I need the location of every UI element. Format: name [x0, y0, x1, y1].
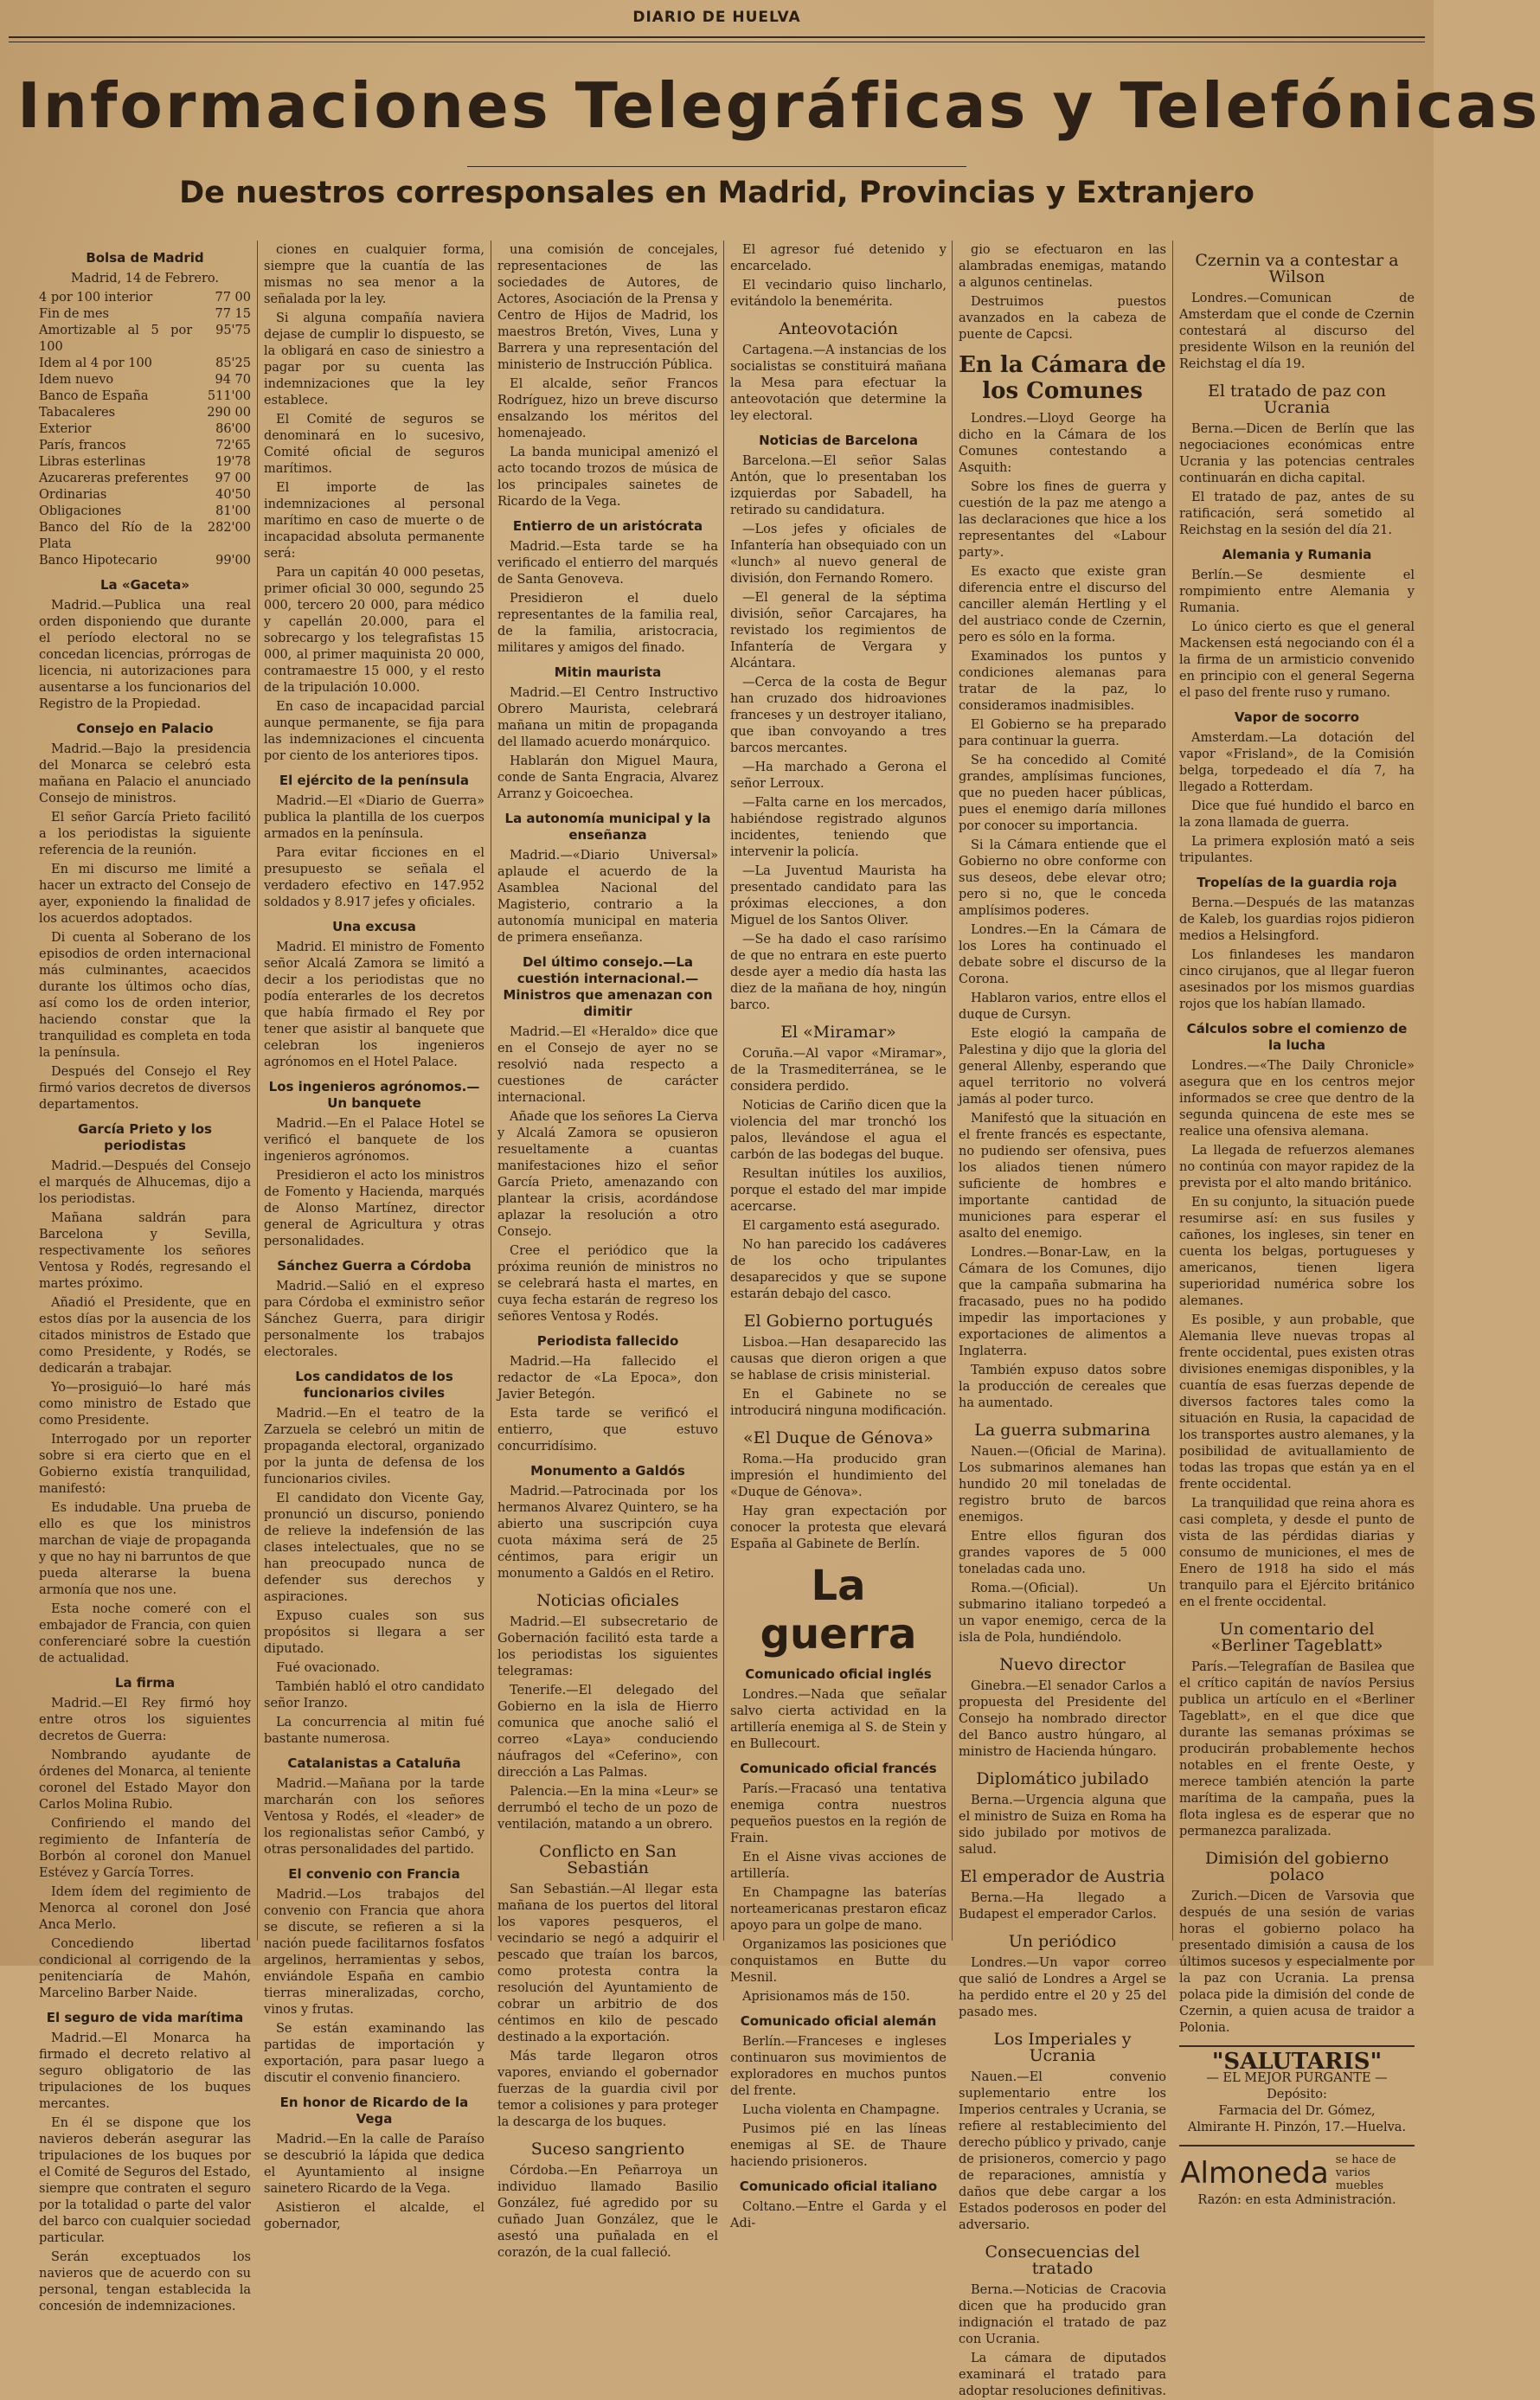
paragraph: Este elogió la campaña de Palestina y dijo que la gloria del general Allenby, esperando que aquel territorio no volverá jamás al poder turco.	[959, 1027, 1166, 1107]
stock-row	[39, 323, 251, 356]
stock-list	[39, 290, 251, 569]
paragraph: París.—Telegrafían de Basilea que el crítico capitán de navíos Persius publica un artículo en el «Berliner Tageblatt», en el que dice que durante las semanas próximas se producirán probablemente hechos notables en el frente Oeste, y merece también atención la parte marítima de la campaña, pues la flota inglesa es de esperar que no permanezca paralizada.	[1179, 1660, 1415, 1839]
paragraph: El candidato don Vicente Gay, pronunció un discurso, poniendo de relieve la indefensión de las clases intelectuales, que no se han preocupado nunca de defender sus derechos y aspiraciones.	[264, 1492, 484, 1604]
paragraph: —Ha marchado a Gerona el señor Lerroux.	[730, 760, 946, 791]
stock-name: 4 por 100 interior	[39, 291, 153, 305]
paragraph: —El general de la séptima división, señor Carcajares, ha revistado los regimientos de Infantería de Vergara y Alcántara.	[730, 591, 946, 671]
paragraph: Madrid.—Salió en el expreso para Córdoba el exministro señor Sánchez Guerra, para dirigir personalmente los trabajos electorales.	[264, 1280, 484, 1359]
paragraph: Entre ellos figuran dos grandes vapores de 5 000 toneladas cada uno.	[959, 1530, 1166, 1576]
column-3	[497, 242, 718, 2260]
stock-row	[39, 553, 251, 569]
stock-row	[39, 487, 251, 504]
paragraph: La cámara de diputados examinará el tratado para adoptar resoluciones definitivas.	[959, 2352, 1166, 2398]
stock-name: Azucareras preferentes	[39, 472, 189, 485]
paragraph: Palencia.—En la mina «Leur» se derrumbó el techo de un pozo de ventilación, matando a un obrero.	[497, 1785, 718, 1832]
paragraph: Di cuenta al Soberano de los episodios de orden internacional más culminantes, acaecidos durante los últimos ocho días, así como los de orden interior, haciendo constar que la tranquilidad es completa en toda la península.	[39, 931, 251, 1060]
stock-row	[39, 356, 251, 372]
stock-row	[39, 504, 251, 520]
paragraph: San Sebastián.—Al llegar esta mañana de los puertos del litoral los vapores pesqueros, el vecindario se negó a adquirir el pescado que traían los barcos, como protesta contra la resolución del Ayuntamiento de cobrar un arbitrio de dos céntimos en kilo de pescado destinado a la exportación.	[497, 1883, 718, 2044]
stock-value: 77 00	[215, 291, 251, 305]
paragraph: Amsterdam.—La dotación del vapor «Frisland», de la Comisión belga, torpedeado el día 7, ha llegado a Rotterdam.	[1179, 731, 1415, 794]
paragraph: Madrid.—En el Palace Hotel se verificó el banquete de los ingenieros agrónomos.	[264, 1117, 484, 1164]
paragraph: Yo—prosiguió—lo haré más como ministro de Estado que como Presidente.	[39, 1381, 251, 1428]
paragraph: Berna.—Noticias de Cracovia dicen que ha producido gran indignación el tratado de paz con Ucrania.	[959, 2283, 1166, 2346]
stock-value: 511'00	[207, 389, 251, 403]
paragraph: Lisboa.—Han desaparecido las causas que dieron origen a que se hablase de crisis ministerial.	[730, 1336, 946, 1383]
almoneda-side-text: se hace de varios muebles	[1335, 2153, 1396, 2192]
section-title-periodico: Un periódico	[1008, 1932, 1117, 1951]
section-title-suceso: Suceso sangriento	[530, 2140, 685, 2159]
paragraph: París.—Fracasó una tentativa enemiga contra nuestros pequeños puestos en la región de Frain.	[730, 1782, 946, 1845]
paragraph: Madrid.—Publica una real orden disponiendo que durante el período electoral no se concedan licencias, prórrogas de licencia, ni autorizaciones para ausentarse a los funcionarios del Registro de la Propiedad.	[39, 599, 251, 711]
paragraph: Pusimos pié en las líneas enemigas al SE. de Thaure haciendo prisioneros.	[730, 2122, 946, 2169]
paragraph: En él se dispone que los navieros deberán asegurar las tripulaciones de los buques por el Comité de Seguros del Estado, siempre que contraten el seguro por la totalidad o parte del valor del barco con cualquier sociedad particular.	[39, 2116, 251, 2245]
section-title-excusa: Una excusa	[332, 919, 416, 934]
paragraph: Roma.—Ha producido gran impresión el hundimiento del «Duque de Génova».	[730, 1453, 946, 1499]
paragraph: Madrid.—El «Heraldo» dice que en el Consejo de ayer no se resolvió nada respecto a cuestiones de carácter internacional.	[497, 1025, 718, 1105]
stock-value: 40'50	[215, 488, 251, 502]
paragraph: En el Gabinete no se introducirá ninguna modificación.	[730, 1388, 946, 1418]
almoneda-text: Razón: en esta Administración.	[1197, 2193, 1396, 2207]
paragraph: Esta noche comeré con el embajador de Francia, con quien conferenciaré sobre la cuestión de actualidad.	[39, 1602, 251, 1665]
section-title-sebastian: Conflicto en San Sebastián	[539, 1842, 677, 1877]
paragraph: Berna.—Urgencia alguna que el ministro de Suiza en Roma ha sido jubilado por motivos de salud.	[959, 1794, 1166, 1857]
stock-name: Idem nuevo	[39, 373, 114, 387]
paragraph: Añadió el Presidente, que en estos días por la ausencia de los citados ministros de Estado que como Presidente, y Rodés, se dedicarán a trabajar.	[39, 1296, 251, 1376]
section-title-garcia: García Prieto y los periodistas	[78, 1121, 212, 1153]
stock-name: Ordinarias	[39, 488, 107, 502]
section-title-director: Nuevo director	[999, 1655, 1126, 1674]
paragraph: En caso de incapacidad parcial aunque permanente, se fija para las indemnizaciones el cincuenta por ciento de los anteriores tipos.	[264, 700, 484, 763]
paragraph: Zurich.—Dicen de Varsovia que después de una sesión de varias horas el gobierno polaco ha presentado dimisión a causa de los últimos sucesos y especialmente por la paz con Ucrania. La prensa polaca pide la dimisión del conde de Czernin, a quien acusa de traidor a Polonia.	[1179, 1890, 1415, 2035]
section-title-sanchez: Sánchez Guerra a Córdoba	[277, 1258, 472, 1274]
paragraph: La llegada de refuerzos alemanes no continúa con mayor rapidez de la prevista por el alto mando británico.	[1179, 1144, 1415, 1190]
almoneda-title: Almoneda	[1180, 2155, 1329, 2191]
paragraph: Londres.—En la Cámara de los Lores ha continuado el debate sobre el discurso de la Corona.	[959, 923, 1166, 986]
section-title-portugues: El Gobierno portugués	[743, 1312, 934, 1331]
page-title: Informaciones Telegráficas y Telefónicas	[17, 69, 1540, 142]
paragraph: Berna.—Dicen de Berlín que las negociaciones económicas entre Ucrania y las potencias centrales continuarán en dicha capital.	[1179, 422, 1415, 485]
paragraph: Esta tarde se verificó el entierro, que estuvo concurridísimo.	[497, 1407, 718, 1453]
section-title-bolsa: Bolsa de Madrid	[86, 250, 204, 266]
section-title-catalanistas: Catalanistas a Cataluña	[287, 1755, 461, 1771]
salutaris-deposit: Depósito:	[1267, 2088, 1327, 2102]
section-title-diplomatico: Diplomático jubilado	[976, 1769, 1149, 1788]
section-title-anteovotacion: Anteovotación	[779, 319, 898, 338]
paragraph: gio se efectuaron en las alambradas enemigas, matando a algunos centinelas.	[959, 243, 1166, 290]
paragraph: Madrid.—Bajo la presidencia del Monarca se celebró esta mañana en Palacio el anunciado Consejo de ministros.	[39, 742, 251, 805]
paragraph: Expuso cuales son sus propósitos si llegara a ser diputado.	[264, 1609, 484, 1656]
paragraph: En el Aisne vivas acciones de artillería.	[730, 1851, 946, 1881]
paragraph: Madrid.—El Monarca ha firmado el decreto relativo al seguro obligatorio de las tripulaciones de los buques mercantes.	[39, 2031, 251, 2111]
paragraph: El tratado de paz, antes de su ratificación, será sometido al Reichstag en la sesión del día 21.	[1179, 491, 1415, 537]
paragraph: Idem ídem del regimiento de Menorca al coronel don José Anca Merlo.	[39, 1885, 251, 1932]
column-5	[959, 242, 1166, 2398]
paragraph: Nauen.—El convenio suplementario entre los Imperios centrales y Ucrania, se refiere al restablecimiento del derecho público y privado, canje de prisioneros, comercio y pago de reparaciones, amnistía y daños que debe cargar a los Estados poderosos en poder del adversario.	[959, 2070, 1166, 2232]
paragraph: Londres.—Nada que señalar salvo cierta actividad en la artillería enemiga al S. de Stein y en Bullecourt.	[730, 1688, 946, 1751]
paragraph: La banda municipal amenizó el acto tocando trozos de música de los principales sainetes de Ricardo de la Vega.	[497, 446, 718, 509]
paragraph: —Falta carne en los mercados, habiéndose registrado algunos incidentes, teniendo que intervenir la policía.	[730, 796, 946, 859]
paragraph: En Champagne las baterías norteamericanas prestaron eficaz apoyo para un golpe de mano.	[730, 1886, 946, 1933]
stock-row	[39, 405, 251, 421]
column-divider	[1172, 241, 1173, 1941]
paragraph: La tranquilidad que reina ahora es casi completa, y desde el punto de vista de las pérdidas diarias y consumo de municiones, el mes de Enero de 1918 ha sido el más tranquilo para el Ejército británico en el frente occidental.	[1179, 1497, 1415, 1609]
section-title-vega: En honor de Ricardo de la Vega	[279, 2095, 469, 2127]
paragraph: —Se ha dado el caso rarísimo de que no entrara en este puerto desde ayer a medio día hasta las diez de la mañana de hoy, ningún barco.	[730, 933, 946, 1012]
stock-value: 72'65	[215, 439, 251, 452]
paragraph: Es posible, y aun probable, que Alemania lleve nuevas tropas al frente occidental, pues existen otras divisiones enemigas disponibles, y la cuantía de esas fuerzas depende de diversos factores tales como la situación en Rusia, la capacidad de los transportes austro alemanes, y la posibilidad de avituallamiento de todas las tropas que están ya en el frente occidental.	[1179, 1313, 1415, 1492]
paragraph: Madrid.—En la calle de Paraíso se descubrió la lápida que dedica el Ayuntamiento al insigne sainetero Ricardo de la Vega.	[264, 2133, 484, 2196]
paragraph: Londres.—Comunican de Amsterdam que el conde de Czernin contestará al discurso del presidente Wilson en la reunión del Reichstag el día 19.	[1179, 292, 1415, 371]
paragraph: Aprisionamos más de 150.	[742, 1990, 910, 2004]
paragraph: El señor García Prieto facilitó a los periodistas la siguiente referencia de la reunión.	[39, 811, 251, 857]
column-divider	[723, 241, 724, 1941]
paragraph: Para evitar ficciones en el presupuesto se señala el verdadero efectivo en 147.952 soldados y 8.917 jefes y oficiales.	[264, 846, 484, 909]
paragraph: Noticias de Cariño dicen que la violencia del mar tronchó los palos, llevándose el agua el carbón de las bodegas del buque.	[730, 1099, 946, 1162]
column-2	[264, 242, 484, 2231]
paragraph: ciones en cualquier forma, siempre que la cuantía de las mismas no sea menor a la señalada por la ley.	[264, 243, 484, 306]
section-title-genova: «El Duque de Génova»	[743, 1428, 934, 1447]
section-title-submarina: La guerra submarina	[974, 1421, 1151, 1440]
paragraph: Presidieron el acto los ministros de Fomento y Hacienda, marqués de Alonso Martínez, director general de Agricultura y otras personalidades.	[264, 1169, 484, 1248]
column-divider	[257, 241, 258, 1941]
paragraph: Berna.—Después de las matanzas de Kaleb, los guardias rojos pidieron medios a Helsingford.	[1179, 896, 1415, 943]
paragraph: Asistieron el alcalde, el gobernador,	[264, 2201, 484, 2231]
stock-name: París, francos	[39, 439, 126, 452]
section-title-barcelona: Noticias de Barcelona	[759, 433, 918, 448]
paragraph: Nombrando ayudante de órdenes del Monarca, al teniente coronel del Estado Mayor don Carlos Molina Rubio.	[39, 1749, 251, 1812]
paragraph: Madrid.—El subsecretario de Gobernación facilitó esta tarde a los periodistas los siguientes telegramas:	[497, 1615, 718, 1678]
section-title-periodista: Periodista fallecido	[536, 1333, 679, 1349]
paragraph: Para un capitán 40 000 pesetas, primer oficial 30 000, segundo 25 000, tercero 20 000, para médico y capellán 20.000, para el sobrecargo y los telegrafistas 15 000, al primer maquinista 20 000, contramaestre 15 000, y el resto de la tripulación 10.000.	[264, 566, 484, 695]
paragraph: Roma.—(Oficial). Un submarino italiano torpedeó a un vapor enemigo, cerca de la isla de Pola, hundiéndolo.	[959, 1582, 1166, 1645]
paragraph: Berlín.—Se desmiente el rompimiento entre Alemania y Rumania.	[1179, 568, 1415, 615]
stock-value: 86'00	[215, 422, 251, 436]
paragraph: Hablarán don Miguel Maura, conde de Santa Engracia, Alvarez Arranz y Goicoechea.	[497, 754, 718, 801]
section-title-berliner: Un comentario del «Berliner Tageblatt»	[1210, 1620, 1383, 1655]
paragraph: Si alguna compañía naviera dejase de cumplir lo dispuesto, se la obligará en caso de siniestro a pagar por su cuenta las indemnizaciones que la ley establece.	[264, 311, 484, 407]
stock-name: Amortizable al 5 por 100	[39, 324, 193, 354]
paragraph: Madrid.—En el teatro de la Zarzuela se celebró un mitin de propaganda electoral, organizado por la junta de defensa de los funcionarios civiles.	[264, 1407, 484, 1486]
stock-row	[39, 306, 251, 323]
stock-value: 97 00	[215, 472, 251, 485]
paragraph: Cartagena.—A instancias de los socialistas se constituirá mañana la Mesa para efectuar la anteovotación que determine la ley electoral.	[730, 343, 946, 423]
paragraph: una comisión de concejales, representaciones de las sociedades de Autores, de Actores, Asociación de la Prensa y Centro de Hijos de Madrid, los maestros Bretón, Vives, Luna y Barrera y una representación del ministerio de Instrucción Pública.	[497, 243, 718, 372]
paragraph: Madrid.—Mañana por la tarde marcharán con los señores Ventosa y Rodés, el «leader» de los regionalistas señor Cambó, y otras personalidades del partido.	[264, 1777, 484, 1857]
paragraph: El cargamento está asegurado.	[742, 1219, 940, 1233]
salutaris-address: Farmacia del Dr. Gómez,	[1218, 2104, 1376, 2118]
paragraph: Barcelona.—El señor Salas Antón, que lo presentaban los izquierdas por Sabadell, ha retirado su candidatura.	[730, 454, 946, 517]
section-title-mitin: Mitin maurista	[554, 664, 662, 680]
paragraph: Concediendo libertad condicional al corrigendo de la penitenciaría de Mahón, Marcelino Barber Naide.	[39, 1937, 251, 2000]
salutaris-subtitle: — EL MEJOR PURGANTE —	[1206, 2071, 1388, 2085]
section-title-ultimo-consejo: Del último consejo.—La cuestión internacional.—Ministros que amenazan con dimitir	[503, 954, 713, 1019]
stock-row	[39, 454, 251, 471]
stock-value: 99'00	[215, 554, 251, 568]
paragraph: El Comité de seguros se denominará en lo sucesivo, Comité oficial de seguros marítimos.	[264, 413, 484, 476]
paragraph: Manifestó que la situación en el frente francés es espectante, no pudiendo ser ofensiva, pues los aliados tienen número suficiente de hombres e importante cantidad de municiones para esperar el asalto del enemigo.	[959, 1112, 1166, 1241]
section-title-entierro: Entierro de un aristócrata	[512, 518, 703, 534]
column-divider	[952, 241, 953, 1941]
paragraph: Ginebra.—El senador Carlos a propuesta del Presidente del Consejo ha nombrado director del Banco austro húngaro, al ministro de Hacienda húngaro.	[959, 1679, 1166, 1759]
paragraph: Serán exceptuados los navieros que de acuerdo con su personal, tengan establecida la concesión de indemnizaciones.	[39, 2250, 251, 2313]
paragraph: Examinados los puntos y condiciones alemanas para tratar de la paz, lo consideramos inadmisibles.	[959, 650, 1166, 713]
section-title-noticias: Noticias oficiales	[536, 1591, 679, 1610]
section-title-frances: Comunicado oficial francés	[740, 1761, 937, 1776]
stock-row	[39, 438, 251, 454]
stock-name: Idem al 4 por 100	[39, 356, 152, 370]
section-title-convenio: El convenio con Francia	[288, 1866, 460, 1882]
paragraph: También expuso datos sobre la producción de cereales que ha aumentado.	[959, 1364, 1166, 1410]
la-guerra-title: La guerra	[760, 1562, 917, 1659]
paragraph: Organizamos las posiciones que conquistamos en Butte du Mesnil.	[730, 1938, 946, 1985]
comunes-banner	[959, 352, 1166, 404]
section-title-candidatos: Los candidatos de los funcionarios civiles	[295, 1369, 453, 1401]
paragraph: Londres.—Un vapor correo que salió de Londres a Argel se ha perdido entre el 20 y 25 del pasado mes.	[959, 1956, 1166, 2019]
section-title-emperador: El emperador de Austria	[959, 1867, 1165, 1886]
section-title-socorro: Vapor de socorro	[1234, 709, 1360, 725]
stock-row	[39, 421, 251, 438]
stock-value: 290 00	[207, 406, 251, 420]
paragraph: Londres.—Bonar-Law, en la Cámara de los Comunes, dijo que la campaña submarina ha fracasado, pues no ha podido impedir las importaciones y exportaciones de alimentos a Inglaterra.	[959, 1246, 1166, 1358]
paragraph: Madrid.—«Diario Universal» aplaude el acuerdo de la Asamblea Nacional del Magisterio, contrario a la autonomía municipal en materia de primera enseñanza.	[497, 849, 718, 945]
stock-name: Banco Hipotecario	[39, 554, 157, 568]
paragraph: Córdoba.—En Peñarroya un individuo llamado Basilio González, fué agredido por su cuñado Juan González, que le asestó una puñalada en el corazón, de la cual falleció.	[497, 2164, 718, 2260]
column-4	[730, 242, 946, 2230]
stock-name: Libras esterlinas	[39, 455, 146, 469]
paragraph: Es exacto que existe gran diferencia entre el discurso del canciller alemán Hertling y el del austriaco conde de Czernin, pero es sólo en la forma.	[959, 565, 1166, 645]
stock-name: Banco del Río de la Plata	[39, 521, 193, 551]
paragraph: Interrogado por un reporter sobre si era cierto que en el Gobierno existía tranquilidad, manifestó:	[39, 1433, 251, 1496]
section-title-autonomia: La autonomía municipal y la enseñanza	[504, 811, 711, 843]
paragraph: Madrid.—El «Diario de Guerra» publica la plantilla de los cuerpos armados en la península.	[264, 794, 484, 841]
paragraph: Madrid.—Ha fallecido el redactor de «La Epoca», don Javier Betegón.	[497, 1355, 718, 1402]
stock-value: 85'25	[215, 356, 251, 370]
title-rule	[467, 166, 966, 167]
almoneda-ad	[1179, 2145, 1415, 2192]
page-subtitle: De nuestros corresponsales en Madrid, Provincias y Extranjero	[179, 176, 1254, 210]
paragraph: Madrid. El ministro de Fomento señor Alcalá Zamora se limitó a decir a los periodistas que no podía enterarles de los decretos que había firmado el Rey por tener que asistir al banquete que celebran los ingenieros agrónomos en el Hotel Palace.	[264, 940, 484, 1069]
section-title-tratado: El tratado de paz con Ucrania	[1208, 382, 1386, 417]
paragraph: —La Juventud Maurista ha presentado candidato para las próximas elecciones, a don Miguel de los Santos Oliver.	[730, 864, 946, 927]
stock-name: Banco de España	[39, 389, 149, 403]
paragraph: El importe de las indemnizaciones al personal marítimo en caso de muerte o de incapacidad absoluta permanente será:	[264, 481, 484, 561]
section-title-aleman: Comunicado oficial alemán	[740, 2013, 937, 2029]
paragraph: Berlín.—Franceses e ingleses continuaron sus movimientos de exploradores en muchos puntos del frente.	[730, 2035, 946, 2098]
section-title-guardia-roja: Tropelías de la guardia roja	[1197, 875, 1397, 890]
paragraph: En su conjunto, la situación puede resumirse así: en sus fusiles y cañones, los ingleses, sin tener en cuenta los belgas, portugueses y americanos, tienen ligera superioridad numérica sobre los alemanes.	[1179, 1196, 1415, 1308]
stock-value: 94 70	[215, 373, 251, 387]
paragraph: Fué ovacionado.	[276, 1661, 380, 1675]
paragraph: —Los jefes y oficiales de Infantería han obsequiado con un «lunch» al nuevo general de división, don Fernando Romero.	[730, 523, 946, 586]
paragraph: También habló el otro candidato señor Iranzo.	[264, 1680, 484, 1710]
paragraph: Tenerife.—El delegado del Gobierno en la isla de Hierro comunica que anoche salió el correo «Laya» conduciendo náufragos del «Ceferino», con dirección a Las Palmas.	[497, 1684, 718, 1780]
paragraph: Los finlandeses les mandaron cinco cirujanos, que al llegar fueron asesinados por los mismos guardias rojos que los habían llamado.	[1179, 948, 1415, 1011]
section-title-ucrania: Los Imperiales y Ucrania	[993, 2030, 1132, 2065]
paragraph: El Gobierno se ha preparado para continuar la guerra.	[959, 718, 1166, 748]
paragraph: Berna.—Ha llegado a Budapest el emperador Carlos.	[959, 1891, 1166, 1922]
section-title-galdos: Monumento a Galdós	[530, 1463, 685, 1479]
paragraph: Mañana saldrán para Barcelona y Sevilla, respectivamente los señores Ventosa y Rodés, regresando el martes próximo.	[39, 1211, 251, 1291]
paragraph: Si la Cámara entiende que el Gobierno no obre conforme con sus deseos, debe elevar otro; pero si no, que le conceda amplísimos poderes.	[959, 838, 1166, 918]
stock-row	[39, 520, 251, 553]
section-title-calculos: Cálculos sobre el comienzo de la lucha	[1186, 1021, 1408, 1053]
paragraph: En mi discurso me limité a hacer un extracto del Consejo de ayer, exponiendo la finalidad de los acuerdos adoptados.	[39, 863, 251, 926]
paragraph: El agresor fué detenido y encarcelado.	[730, 243, 946, 273]
paragraph: La concurrencia al mitin fué bastante numerosa.	[264, 1716, 484, 1746]
comunes-title: En la Cámara de los Comunes	[959, 352, 1166, 404]
salutaris-ad	[1179, 2045, 1415, 2136]
stock-row	[39, 290, 251, 306]
section-title-gaceta: La «Gaceta»	[99, 577, 190, 593]
bolsa-date: Madrid, 14 de Febrero.	[70, 272, 220, 286]
paragraph: Destruimos puestos avanzados en la cabeza de puente de Capcsi.	[959, 295, 1166, 342]
section-title-miramar: El «Miramar»	[780, 1023, 896, 1042]
paragraph: Londres.—«The Daily Chronicle» asegura que en los centros mejor informados se cree que dentro de la segunda quincena de este mes se realice una ofensiva alemana.	[1179, 1059, 1415, 1139]
section-title-czernin: Czernin va a contestar a Wilson	[1195, 251, 1399, 286]
paragraph: Madrid.—Patrocinada por los hermanos Alvarez Quintero, se ha abierto una suscripción cuya cuota máxima será de 25 céntimos, para erigir un monumento a Galdós en el Retiro.	[497, 1485, 718, 1581]
header-newspaper-name: DIARIO DE HUELVA	[632, 9, 801, 26]
paragraph: El vecindario quiso lincharlo, evitándolo la benemérita.	[730, 279, 946, 309]
stock-name: Obligaciones	[39, 504, 122, 518]
paragraph: Presidieron el duelo representantes de la familia real, de la familia, aristocracia, militares y amigos del finado.	[497, 592, 718, 655]
paragraph: Sobre los fines de guerra y cuestión de la paz me atengo a las declaraciones que hice a los representantes del «Labour party».	[959, 480, 1166, 560]
stock-row	[39, 388, 251, 405]
stock-value: 19'78	[215, 455, 251, 469]
section-title-consejo: Consejo en Palacio	[76, 721, 214, 736]
paragraph: Nauen.—(Oficial de Marina). Los submarinos alemanes han hundido 20 mil toneladas de registro bruto de barcos enemigos.	[959, 1445, 1166, 1524]
paragraph: Más tarde llegaron otros vapores, enviando el gobernador fuerzas de la guardia civil por temor a colisiones y para proteger la descarga de los buques.	[497, 2050, 718, 2129]
paragraph: Añade que los señores La Cierva y Alcalá Zamora se opusieron resueltamente a cuantas manifestaciones hizo el señor García Prieto, amenazando con plantear la crisis, acordándose aplazar la resolución a otro Consejo.	[497, 1110, 718, 1239]
paragraph: Madrid.—Después del Consejo el marqués de Alhucemas, dijo a los periodistas.	[39, 1159, 251, 1206]
stock-name: Exterior	[39, 422, 92, 436]
salutaris-title: "SALUTARIS"	[1211, 2049, 1383, 2075]
paragraph: Hablaron varios, entre ellos el duque de Cursyn.	[959, 991, 1166, 1022]
section-title-firma: La firma	[114, 1675, 176, 1691]
paragraph: Madrid.—El Rey firmó hoy entre otros los siguientes decretos de Guerra:	[39, 1697, 251, 1743]
section-title-italiano: Comunicado oficial italiano	[739, 2179, 938, 2194]
section-title-rumania: Alemania y Rumania	[1222, 547, 1372, 562]
paragraph: Madrid.—Esta tarde se ha verificado el entierro del marqués de Santa Genoveva.	[497, 540, 718, 587]
paragraph: Confiriendo el mando del regimiento de Infantería de Borbón al coronel don Manuel Estévez y García Torres.	[39, 1817, 251, 1880]
stock-name: Tabacaleres	[39, 406, 116, 420]
salutaris-address: Almirante H. Pinzón, 17.—Huelva.	[1187, 2121, 1407, 2134]
paragraph: Lucha violenta en Champagne.	[742, 2103, 940, 2117]
section-title-polaco: Dimisión del gobierno polaco	[1204, 1849, 1389, 1884]
paragraph: Resultan inútiles los auxilios, porque el estado del mar impide acercarse.	[730, 1167, 946, 1214]
paragraph: No han parecido los cadáveres de los ocho tripulantes desaparecidos y que se supone estarán debajo del casco.	[730, 1238, 946, 1301]
section-title-seguro: El seguro de vida marítima	[46, 2010, 244, 2025]
paragraph: Después del Consejo el Rey firmó varios decretos de diversos departamentos.	[39, 1065, 251, 1112]
header-rule-top	[9, 36, 1425, 38]
paragraph: Se están examinando las partidas de importación y exportación, para pasar luego a discutir el convenio financiero.	[264, 2022, 484, 2085]
paragraph: Dice que fué hundido el barco en la zona llamada de guerra.	[1179, 799, 1415, 830]
stock-value: 77 15	[215, 307, 251, 321]
paragraph: Hay gran expectación por conocer la protesta que elevará España al Gabinete de Berlín.	[730, 1505, 946, 1551]
paragraph: La primera explosión mató a seis tripulantes.	[1179, 835, 1415, 865]
stock-value: 95'75	[215, 324, 251, 337]
paragraph: Lo único cierto es que el general Mackensen está negociando con él a la firma de un armisticio convenido en principio con el general Segerna el paso del frente ruso y rumano.	[1179, 620, 1415, 700]
paragraph: Coruña.—Al vapor «Miramar», de la Trasmediterránea, se le considera perdido.	[730, 1047, 946, 1094]
section-title-ingles: Comunicado oficial inglés	[745, 1666, 932, 1682]
paragraph: Se ha concedido al Comité grandes, amplísimas funciones, que no pueden hacer públicas, pues el enemigo daría millones por conocer su importancia.	[959, 754, 1166, 833]
stock-row	[39, 372, 251, 388]
paragraph: Madrid.—Los trabajos del convenio con Francia que ahora se discute, se refieren a si la nación puede facilitarnos fosfatos argelinos, herramientas y sebos, enviándole España en cambio tierras mineralizadas, corcho, vinos y frutas.	[264, 1888, 484, 2017]
paragraph: —Cerca de la costa de Begur han cruzado dos hidroaviones franceses y un destroyer italiano, que iban convoyando a tres barcos mercantes.	[730, 676, 946, 755]
stock-value: 81'00	[215, 504, 251, 518]
paragraph: Coltano.—Entre el Garda y el Adi-	[730, 2200, 946, 2230]
stock-row	[39, 471, 251, 487]
la-guerra-banner	[730, 1562, 946, 1659]
paragraph: Es indudable. Una prueba de ello es que los ministros marchan de viaje de propaganda y que no hay ni barruntos de que pueda alterarse la buena armonía que nos une.	[39, 1501, 251, 1597]
column-6	[1179, 242, 1415, 2207]
column-1	[39, 242, 251, 2313]
stock-name: Fin de mes	[39, 307, 109, 321]
paragraph: Madrid.—El Centro Instructivo Obrero Maurista, celebrará mañana un mitin de propaganda del llamado acuerdo monárquico.	[497, 686, 718, 749]
paragraph: El alcalde, señor Francos Rodríguez, hizo un breve discurso ensalzando los méritos del homenajeado.	[497, 377, 718, 440]
section-title-consecuencias: Consecuencias del tratado	[985, 2243, 1140, 2278]
section-title-ejercito: El ejército de la península	[279, 773, 470, 788]
section-title-ingenieros: Los ingenieros agrónomos.—Un banquete	[268, 1079, 480, 1111]
paragraph: Londres.—Lloyd George ha dicho en la Cámara de los Comunes contestando a Asquith:	[959, 412, 1166, 475]
paragraph: Cree el periódico que la próxima reunión de ministros no se celebrará hasta el martes, en cuya fecha estarán de regreso los señores Ventosa y Rodés.	[497, 1244, 718, 1324]
stock-value: 282'00	[207, 521, 251, 535]
